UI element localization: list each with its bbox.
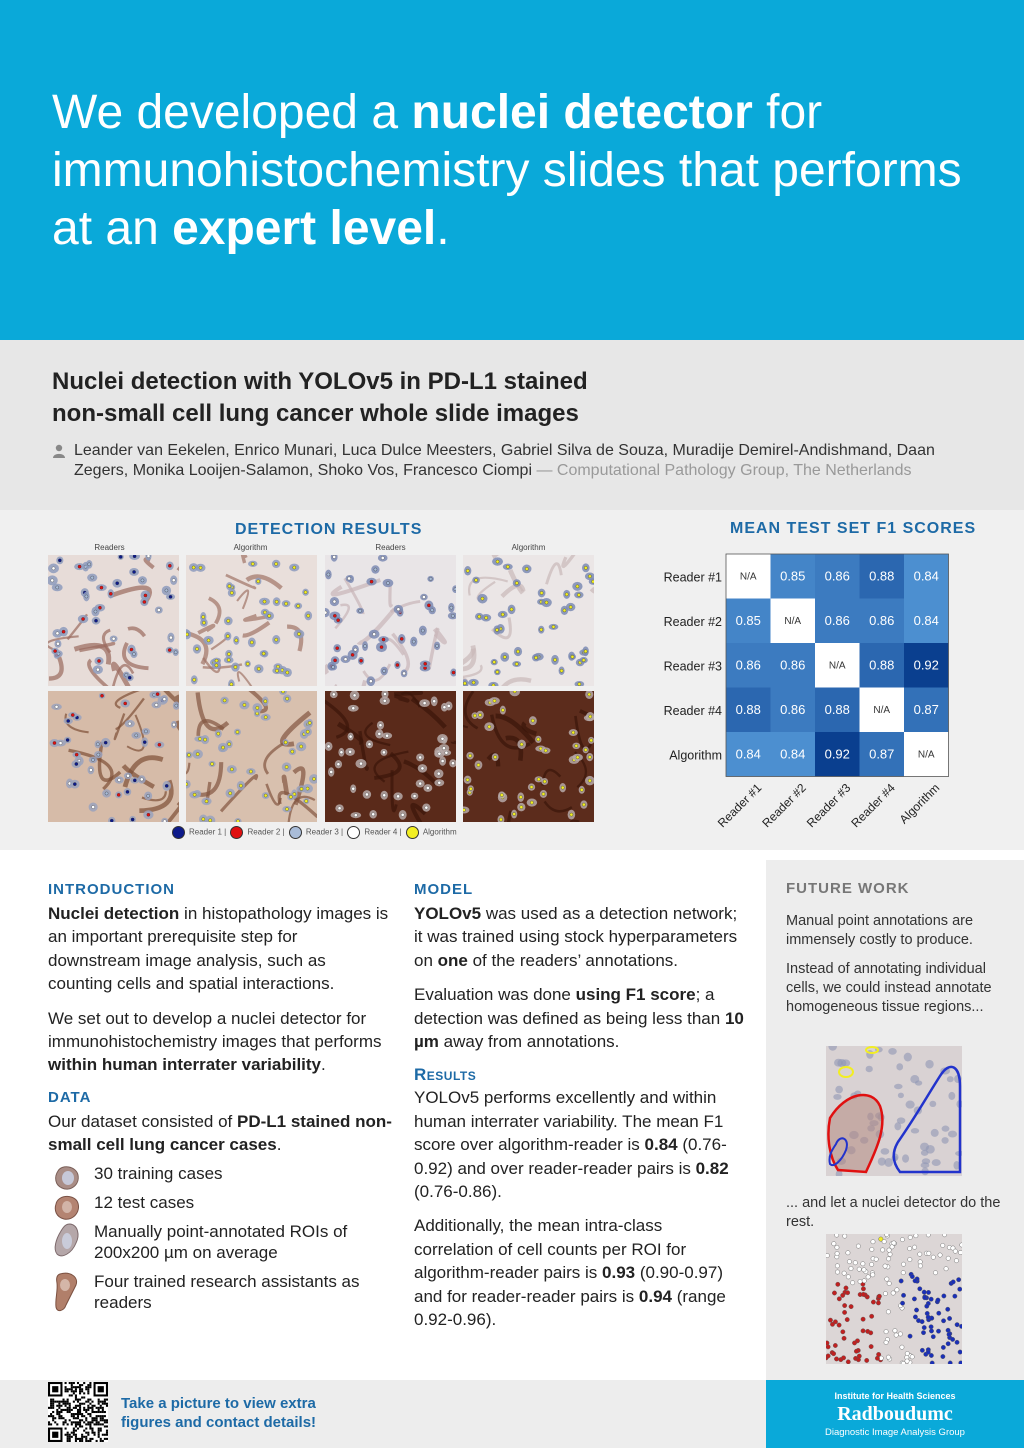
heatmap-cell-label: 0.87 <box>869 746 895 762</box>
heatmap-cell-label: N/A <box>873 704 891 716</box>
heatmap-cell-label: 0.88 <box>824 701 850 717</box>
model-column <box>414 880 744 1343</box>
future-paragraph: Manual point annotations are immensely costly to produce. <box>786 913 974 948</box>
list-item: Manually point-annotated ROIs of 200x200 µm on average <box>48 1221 393 1263</box>
intro-heading: INTRODUCTION <box>48 881 175 898</box>
model-heading: MODEL <box>414 881 474 898</box>
list-item: 30 training cases <box>48 1163 393 1184</box>
heatmap-cell-label: 0.84 <box>780 746 806 762</box>
legend-swatch <box>347 826 360 839</box>
model-paragraph: YOLOv5 was used as a detection network; it was trained using stock hyperparameters on one of the readers’ annotations. <box>414 904 738 970</box>
detection-legend: Reader 1 | Reader 2 | Reader 3 | Reader 4 | Algorithm <box>172 826 459 840</box>
future-heading: FUTURE WORK <box>786 880 910 897</box>
qr-code[interactable] <box>48 1382 108 1442</box>
tissue-image-readers-3 <box>48 691 179 822</box>
future-work-panel <box>766 860 1024 1380</box>
tissue-image-readers-1 <box>48 555 179 686</box>
tile-label: Readers <box>94 543 125 552</box>
heatmap-cell-label: 0.86 <box>869 612 895 628</box>
tissue-image-algorithm-2 <box>463 555 594 686</box>
heatmap-col-label: Reader #3 <box>803 780 854 831</box>
heatmap-cell-label: 0.86 <box>780 701 806 717</box>
tissue-image-algorithm-4 <box>463 691 594 822</box>
tissue-icon <box>52 1271 82 1315</box>
tissue-icon <box>52 1221 82 1261</box>
heatmap-cell-label: 0.92 <box>913 657 939 673</box>
affiliation: — Computational Pathology Group, The Netherlands <box>532 462 912 479</box>
institute-name: Institute for Health Sciences <box>834 1391 956 1401</box>
heatmap-cell-label: 0.84 <box>735 746 761 762</box>
results-heading: Results <box>414 1065 477 1085</box>
heatmap-title: MEAN TEST SET F1 SCORES <box>730 520 977 537</box>
person-icon <box>52 444 66 458</box>
legend-swatch <box>172 826 185 839</box>
heatmap-row-label: Reader #3 <box>663 659 722 674</box>
heatmap-cell-label: N/A <box>828 660 846 672</box>
headline: We developed a nuclei detector for immunohistochemistry slides that performs at an expert level. <box>52 86 962 255</box>
heatmap-cell-label: 0.86 <box>735 657 761 673</box>
legend-swatch <box>406 826 419 839</box>
qr-call-to-action: Take a picture to view extra figures and contact details! <box>121 1395 317 1431</box>
heatmap-row-label: Reader #4 <box>663 703 722 718</box>
heatmap-col-label: Reader #1 <box>714 780 765 831</box>
results-paragraph: YOLOv5 performs excellently and within human interrater variability. The mean F1 score over algorithm-reader is 0.84 (0.76-0.92) and over reader-reader pairs is 0.82 (0.76-0.86). <box>414 1088 729 1202</box>
tissue-image-readers-4 <box>325 691 456 822</box>
tile-label: Algorithm <box>233 543 268 552</box>
heatmap-cell-label: N/A <box>784 615 802 627</box>
heatmap-cell-label: N/A <box>917 749 935 761</box>
heatmap-cell-label: N/A <box>739 571 757 583</box>
future-paragraph: ... and let a nuclei detector do the rest. <box>786 1195 1001 1230</box>
heatmap-cell-label: 0.84 <box>913 568 939 584</box>
heatmap-col-label: Reader #4 <box>848 780 898 831</box>
legend-swatch <box>289 826 302 839</box>
detection-output-image <box>826 1234 962 1364</box>
heatmap-cell-label: 0.84 <box>913 612 939 628</box>
heatmap-cell-label: 0.88 <box>869 657 895 673</box>
intro-column <box>48 880 393 1321</box>
tissue-image-readers-2 <box>325 555 456 686</box>
heatmap-cell-label: 0.88 <box>735 701 761 717</box>
list-item: Four trained research assistants as readers <box>48 1271 393 1313</box>
heatmap-cell-label: 0.87 <box>913 701 939 717</box>
f1-heatmap <box>648 546 978 836</box>
hero-banner <box>0 0 1024 340</box>
heatmap-row-label: Reader #1 <box>663 570 722 585</box>
results-paragraph: Additionally, the mean intra-class correlation of cell counts per ROI for algorithm-reader pairs is 0.93 (0.90-0.97) and for reader-reader pairs is 0.94 (range 0.92-0.96). <box>414 1216 726 1330</box>
tile-label: Algorithm <box>511 543 546 552</box>
heatmap-col-label: Algorithm <box>896 780 943 827</box>
intro-paragraph: Nuclei detection in histopathology images is an important prerequisite step for downstream image analysis, such as counting cells and spatial interactions. <box>48 904 389 994</box>
model-paragraph: Evaluation was done using F1 score; a detection was defined as being less than 10 µm away from annotations. <box>414 985 744 1052</box>
heatmap-cell-label: 0.85 <box>780 568 806 584</box>
future-paragraph: Instead of annotating individual cells, we could instead annotate homogeneous tissue regions... <box>786 961 992 1015</box>
case-list <box>48 1163 393 1313</box>
heatmap-cell-label: 0.86 <box>780 657 806 673</box>
intro-paragraph: We set out to develop a nuclei detector for immunohistochemistry images that performs within human interrater variability. <box>48 1008 382 1075</box>
poster-title: Nuclei detection with YOLOv5 in PD-L1 stained non-small cell lung cancer whole slide images <box>52 368 588 427</box>
region-annotation-image <box>826 1046 962 1176</box>
data-heading: DATA <box>48 1088 92 1106</box>
group-name: Diagnostic Image Analysis Group <box>825 1427 965 1438</box>
tissue-image-algorithm-3 <box>186 691 317 822</box>
heatmap-cell-label: 0.86 <box>824 568 850 584</box>
radboudumc-wordmark: Radboudumc <box>837 1403 953 1425</box>
tissue-image-algorithm-1 <box>186 555 317 686</box>
author-names: Leander van Eekelen, Enrico Munari, Luca Dulce Meesters, Gabriel Silva de Souza, Muradije Demirel-Andishmand, Daan Zegers, Monika Looijen-Salamon, Shoko Vos, Francesco Ciompi <box>74 442 935 479</box>
tile-label: Readers <box>375 543 406 552</box>
data-paragraph: Our dataset consisted of PD-L1 stained non-small cell lung cancer cases. <box>48 1111 392 1155</box>
tissue-icon <box>52 1163 82 1193</box>
heatmap-row-label: Reader #2 <box>663 614 722 629</box>
heatmap-cell-label: 0.92 <box>824 746 850 762</box>
footer <box>0 1380 766 1448</box>
list-item: 12 test cases <box>48 1192 393 1213</box>
heatmap-row-label: Algorithm <box>669 748 722 763</box>
heatmap-cell-label: 0.85 <box>735 612 761 628</box>
radboudumc-logo <box>766 1380 1024 1448</box>
heatmap-cell-label: 0.86 <box>824 612 850 628</box>
tissue-icon <box>52 1192 82 1222</box>
author-list <box>52 441 972 481</box>
heatmap-col-label: Reader #2 <box>759 780 809 831</box>
heatmap-cell-label: 0.88 <box>869 568 895 584</box>
legend-swatch <box>230 826 243 839</box>
detection-heading: DETECTION RESULTS <box>235 521 423 538</box>
